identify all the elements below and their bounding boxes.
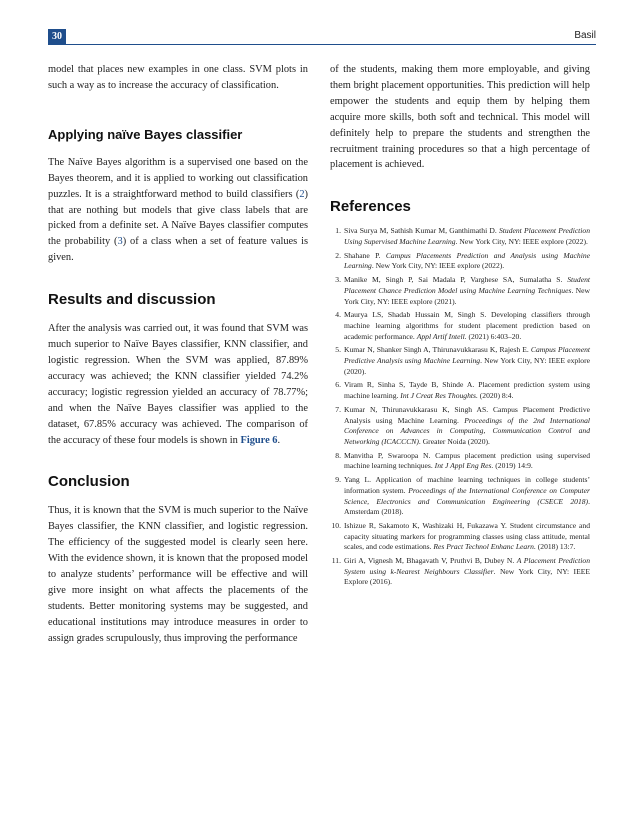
naive-bayes-text-c: ) of a class when a set of feature values is given. [48,236,308,264]
continuation-paragraph: of the students, making them more employable, and giving them bright placement opportunities. This prediction will help empower the students and equip them by helping them acquire more skills, both soft and technical. This model will definitely help to prepare the students and strengthen the recruitment training procedures so that a high percentage of placement is achieved. [330,64,590,171]
reference-item: 9. Yang L. Application of machine learning techniques in college students’ information system. Proceedings of the International Conference on Computer Science, Electronics and Communication Engineering (CSECE 2018). Amsterdam (2018). [335,475,590,517]
reference-item: 10. Ishizue R, Sakamoto K, Washizaki H, Fukazawa Y. Student circumstance and capacity situating markers for programming classes using class attitude, mental scales, and code estimations. Res Pract Technol Enhanc Learn. (2018) 13:7. [331,520,590,552]
reference-item: 2. Shahane P. Campus Placements Prediction and Analysis using Machine Learning. New York City, NY: IEEE explore (2022). [335,250,590,271]
results-heading: Results and discussion [48,291,216,309]
figure-6-link[interactable]: Figure 6 [240,434,278,446]
page-number: 30 [48,29,66,45]
naive-bayes-text-a: The Naïve Bayes algorithm is a supervised one based on the Bayes theorem, and it is applied to working out classification puzzles. It is a straightforward method to build classifiers ( [48,156,308,200]
reference-item: 5. Kumar N, Shanker Singh A, Thirunavukkarasu K, Rajesh E. Campus Placement Predictive Analysis using Machine Learning. New York City, NY: IEEE explore (2020). [335,345,590,376]
references-heading: References [330,198,411,216]
reference-item: 1. Siva Surya M, Sathish Kumar M, Ganthimathi D. Student Placement Prediction Using Supervised Machine Learning. New York City, NY: IEEE explore (2022). [335,226,590,247]
reference-item: 7. Kumar N, Thirunavukkarasu K, Singh AS. Campus Placement Predictive Analysis using Machine Learning. Proceedings of the 2nd International Conference on Advances in Computing, Communication Control and Networking (ICACCCN). Greater Noida (2020). [335,404,590,446]
reference-item: 8. Manvitha P, Swaroopa N. Campus placement prediction using supervised machine learning techniques. Int J Appl Eng Res. (2019) 14:9. [335,450,590,471]
naive-bayes-paragraph [48,155,308,266]
left-column [48,62,308,647]
conclusion-heading: Conclusion [48,473,130,491]
citation-link-3[interactable]: 3 [117,236,123,248]
reference-item: 11. Giri A, Vignesh M, Bhagavath V, Pruthvi B, Dubey N. A Placement Prediction System using k-Nearest Neighbours Classifier. New York City, NY: IEEE Explore (2016). [331,556,590,587]
reference-list [330,226,590,588]
citation-link-2[interactable]: 2 [299,188,305,200]
naive-bayes-text-b: ) that are nothing but models that give class labels that are picked from a definite set. A Naïve Bayes classifier computes the probability ( [48,188,308,248]
reference-item: 6. Viram R, Sinha S, Tayde B, Shinde A. Placement prediction system using machine learning. Int J Creat Res Thoughts. (2020) 8:4. [335,380,590,401]
intro-paragraph: model that places new examples in one class. SVM plots in such a way as to increase the accuracy of classification. [48,64,308,91]
running-author: Basil [574,30,596,41]
reference-item: 3. Manike M, Singh P, Sai Madala P, Varghese SA, Sumalatha S. Student Placement Chance Prediction Model using Machine Learning Techniques. New York City, NY: IEEE explore (2021). [335,275,590,306]
conclusion-paragraph: Thus, it is known that the SVM is much superior to the Naïve Bayes classifier, the KNN classifier, and logistic regression. The efficiency of the suggested model is clearly seen here. With the evidence shown, it is known that the proposed model to analyze students’ performance will be effective and will give more insight on what affects the placements of the students. Better monitoring systems may be suggested, and educational institutions may introduce measures in order to assign grades scrupulously, thus improving the performance [48,505,308,644]
results-text-a: After the analysis was carried out, it was found that SVM was much superior to Naïve Bayes classifier, KNN classifier, and logistic regression. When the SVM was applied, 87.89% accuracy was achieved; the KNN classifier yielded 74.2% accuracy; logistic regression yielded an accuracy of 78.77%; and when the Naïve Bayes classifier was applied to the dataset, 67.85% accuracy was achieved. The comparison of the accuracy of these four models is shown in [48,323,308,446]
header-rule [66,44,596,45]
page-header [48,29,596,45]
results-text-b: . [277,434,281,446]
right-column [330,62,590,591]
naive-bayes-heading: Applying naïve Bayes classifier [48,126,243,142]
results-paragraph [48,321,308,448]
reference-item: 4. Maurya LS, Shadab Hussain M, Singh S. Developing classifiers through machine learning algorithms for student placement prediction based on academic performance. Appl Artif Intell. (2021) 6:403–20. [335,310,590,341]
